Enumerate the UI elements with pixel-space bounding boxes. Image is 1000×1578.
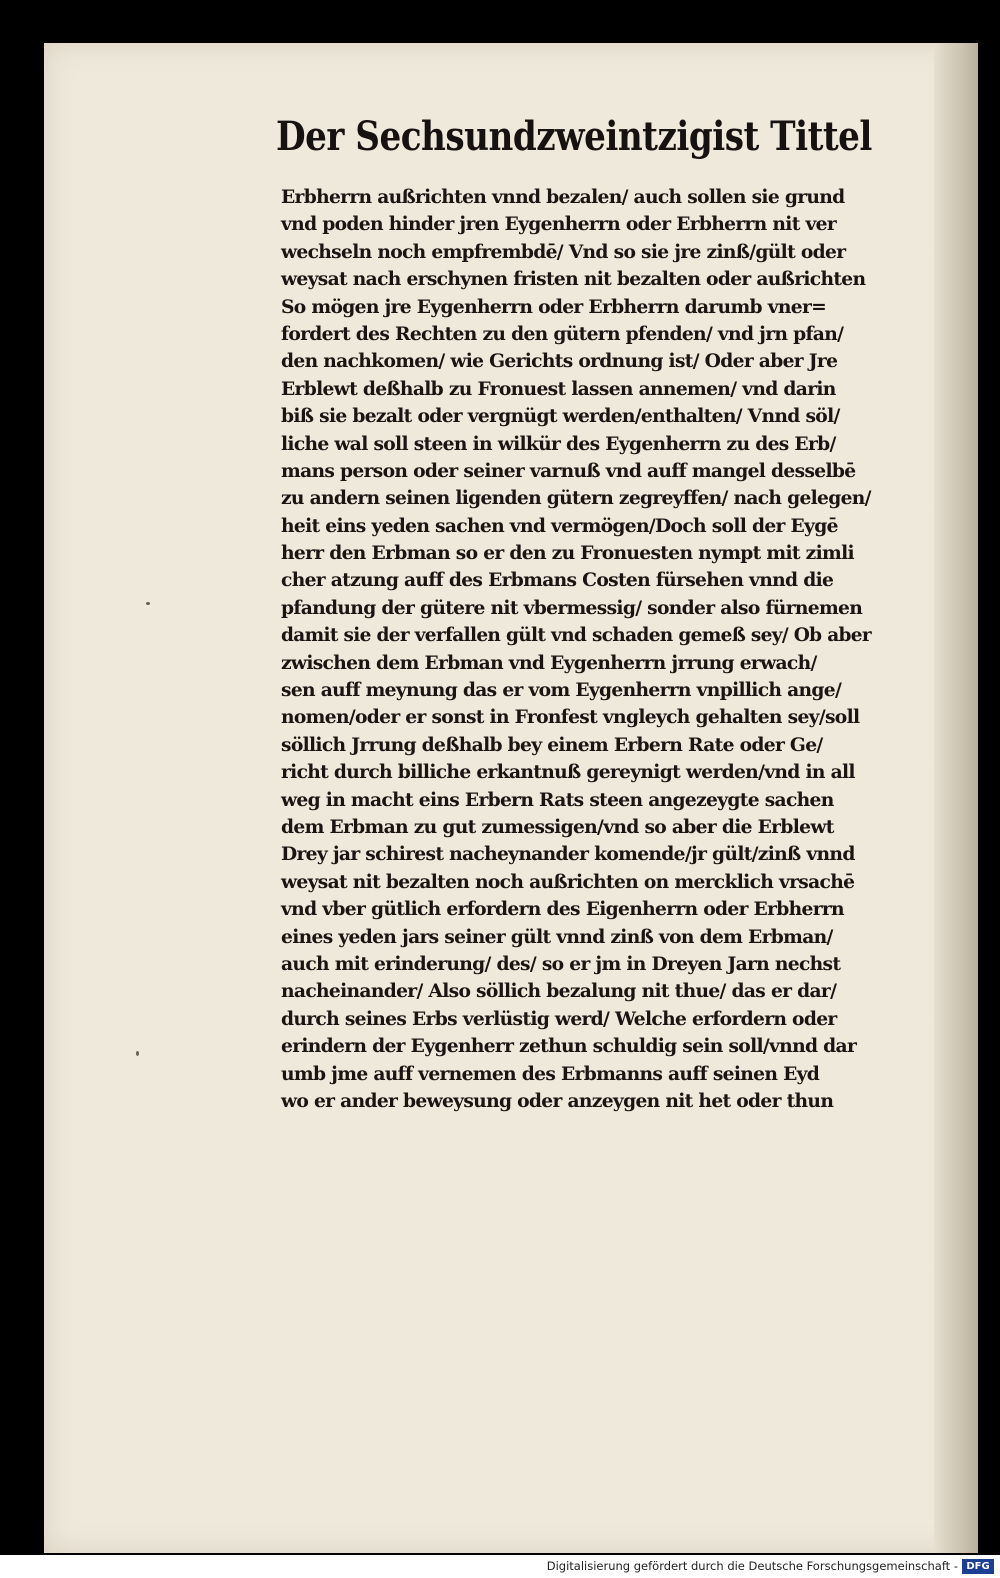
text-line: Erbherrn außrichten vnnd bezalen/ auch sollen sie grund <box>281 186 845 208</box>
text-line: liche wal soll steen in wilkür des Eygenherrn zu des Erb/ <box>281 432 836 455</box>
text-line: sen auff meynung das er vom Eygenherrn vnpillich ange/ <box>281 679 842 702</box>
text-line: Erblewt deßhalb zu Fronuest lassen annemen/ vnd darin <box>281 377 836 400</box>
text-line: vnd poden hinder jren Eygenherrn oder Erbherrn nit ver <box>281 213 836 236</box>
footer-bar <box>0 1555 1000 1578</box>
text-line: Drey jar schirest nacheynander komende/jr gült/zinß vnnd <box>281 843 855 866</box>
text-line: damit sie der verfallen gült vnd schaden gemeß sey/ Ob aber <box>281 624 871 647</box>
body-text <box>281 184 881 1115</box>
text-line: wo er ander beweysung oder anzeygen nit het oder thun <box>281 1089 834 1112</box>
text-line: erindern der Eygenherr zethun schuldig sein soll/vnnd dar <box>281 1035 857 1058</box>
text-line: wechseln noch empfrembdē/ Vnd so sie jre zinß/gült oder <box>281 240 846 263</box>
text-line: nomen/oder er sonst in Fronfest vngleych gehalten sey/soll <box>281 706 860 729</box>
text-line: nacheinander/ Also söllich bezalung nit thue/ das er dar/ <box>281 980 837 1003</box>
text-line: zwischen dem Erbman vnd Eygenherrn jrrung erwach/ <box>281 651 817 674</box>
dfg-logo: DFG <box>962 1559 994 1574</box>
text-line: fordert des Rechten zu den gütern pfenden/ vnd jrn pfan/ <box>281 322 844 345</box>
text-line: den nachkomen/ wie Gerichts ordnung ist/ Oder aber Jre <box>281 350 838 373</box>
text-line: dem Erbman zu gut zumessigen/vnd so aber die Erblewt <box>281 815 834 838</box>
text-line: heit eins yeden sachen vnd vermögen/Doch soll der Eygē <box>281 514 838 537</box>
text-line: cher atzung auff des Erbmans Costen fürsehen vnnd die <box>281 569 834 592</box>
text-line: herr den Erbman so er den zu Fronuesten nympt mit zimli <box>281 542 854 565</box>
text-line: vnd vber gütlich erfordern des Eigenherrn oder Erbherrn <box>281 898 844 921</box>
text-line: mans person oder seiner varnuß vnd auff mangel desselbē <box>281 459 856 482</box>
ink-speck <box>136 1051 139 1056</box>
footer-credit: Digitalisierung gefördert durch die Deutsche Forschungsgemeinschaft - <box>546 1559 958 1573</box>
text-line: richt durch billiche erkantnuß gereynigt werden/vnd in all <box>281 761 855 784</box>
text-line: So mögen jre Eygenherrn oder Erbherrn darumb vner= <box>281 295 827 318</box>
page-title: Der Sechsundzweintzigist Tittel <box>276 113 872 160</box>
page-gutter-shadow <box>934 43 978 1553</box>
text-line: pfandung der gütere nit vbermessig/ sonder also fürnemen <box>281 596 863 619</box>
text-line: zu andern seinen ligenden gütern zegreyffen/ nach gelegen/ <box>281 487 871 510</box>
text-line: umb jme auff vernemen des Erbmanns auff seinen Eyd <box>281 1062 820 1085</box>
text-line: weysat nach erschynen fristen nit bezalten oder außrichten <box>281 268 866 291</box>
text-line: weysat nit bezalten noch außrichten on mercklich vrsachē <box>281 870 855 893</box>
text-line: biß sie bezalt oder vergnügt werden/enthalten/ Vnnd söl/ <box>281 405 840 428</box>
text-line: weg in macht eins Erbern Rats steen angezeygte sachen <box>281 788 834 811</box>
ink-speck <box>146 602 150 605</box>
text-line: eines yeden jars seiner gült vnnd zinß von dem Erbman/ <box>281 925 833 948</box>
text-line: auch mit erinderung/ des/ so er jm in Dreyen Jarn nechst <box>281 952 841 975</box>
text-line: durch seines Erbs verlüstig werd/ Welche erfordern oder <box>281 1007 837 1030</box>
text-line: söllich Jrrung deßhalb bey einem Erbern Rate oder Ge/ <box>281 733 823 756</box>
